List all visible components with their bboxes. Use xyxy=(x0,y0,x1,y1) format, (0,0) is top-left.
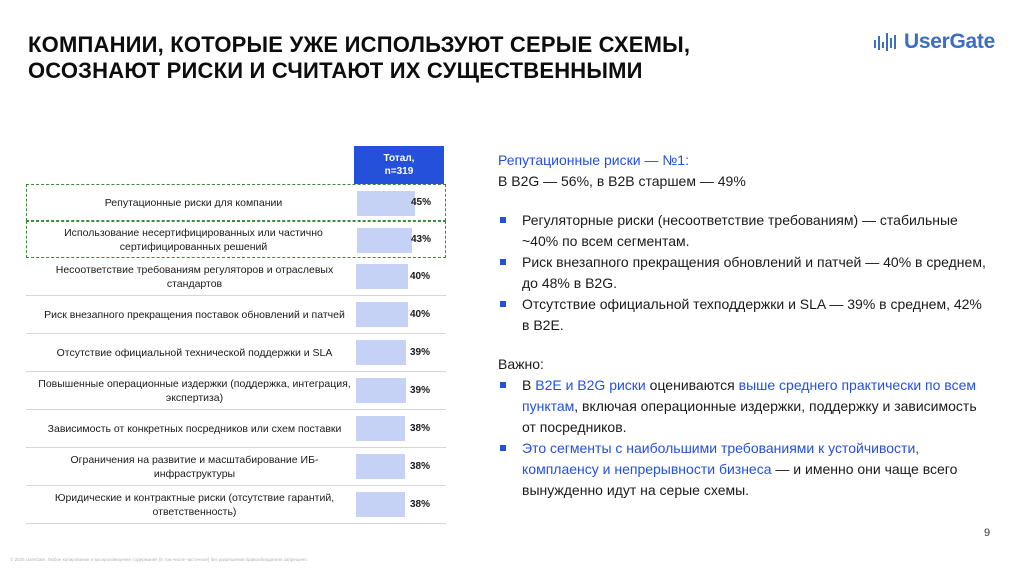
page-number: 9 xyxy=(984,527,991,539)
header-line-2: n=319 xyxy=(384,166,414,177)
insight-bullet-text: Отсутствие официальной техподдержки и SLA — 39% в среднем, 42% в B2E. xyxy=(522,296,982,333)
insight-heading-1: Репутационные риски — №1: xyxy=(498,152,689,168)
chart-row xyxy=(26,334,446,372)
chart-row xyxy=(26,448,446,486)
insight-bullet-text: Риск внезапного прекращения обновлений и патчей — 40% в среднем, до 48% в B2G. xyxy=(522,254,986,291)
category-label: Репутационные риски для компании xyxy=(104,196,283,209)
bar xyxy=(357,228,412,253)
category-label: Ограничения на развитие и масштабирование ИБ-инфраструктуры xyxy=(70,453,319,480)
category-label: Отсутствие официальной технической поддержки и SLA xyxy=(56,346,333,359)
value-label: 38% xyxy=(410,423,431,434)
important-highlight: выше среднего практически по всем пунктам xyxy=(522,377,976,414)
bar xyxy=(356,302,408,327)
category-label: Использование несертифицированных или частично сертифицированных решений xyxy=(64,226,323,253)
chart-row xyxy=(26,372,446,410)
important-bullet xyxy=(498,438,988,501)
insight-bullet xyxy=(498,294,988,336)
title-line-1: КОМПАНИИ, КОТОРЫЕ УЖЕ ИСПОЛЬЗУЮТ СЕРЫЕ СХЕМЫ, xyxy=(28,32,691,57)
chart-row xyxy=(26,486,446,524)
bullet-icon xyxy=(500,259,506,265)
bar xyxy=(357,191,415,216)
important-text: — и именно они чаще всего вынужденно идут на серые схемы. xyxy=(522,461,958,498)
important-text: В xyxy=(522,377,536,393)
chart-row xyxy=(26,258,446,296)
important-bullet xyxy=(498,375,988,438)
value-label: 45% xyxy=(411,197,432,208)
chart-row xyxy=(26,184,446,221)
page-title xyxy=(28,32,690,84)
important-text: , включая операционные издержки, поддержку и зависимость от посредников. xyxy=(522,398,977,435)
header-line-1: Тотал, xyxy=(383,153,415,164)
chart-column-header xyxy=(354,146,444,184)
insight-bullet xyxy=(498,252,988,294)
insights-panel xyxy=(498,150,988,501)
bar xyxy=(356,264,408,289)
bar xyxy=(356,378,406,403)
bar xyxy=(356,492,405,517)
usergate-logo xyxy=(874,30,995,54)
important-highlight: Это сегменты с наибольшими требованиями к устойчивости, комплаенсу и непрерывности бизнеса xyxy=(522,440,920,477)
bullet-icon xyxy=(500,301,506,307)
copyright-footer: © 2026 UserGate. Любое копирование и воспроизведение содержания (в том числе частичное) без разрешения правообладателя запрещено. xyxy=(10,557,309,562)
value-label: 40% xyxy=(410,271,431,282)
important-text: оцениваются xyxy=(645,377,739,393)
value-label: 43% xyxy=(411,234,432,245)
value-label: 39% xyxy=(410,347,431,358)
category-label: Юридические и контрактные риски (отсутствие гарантий, ответственность) xyxy=(54,491,335,518)
title-line-2: ОСОЗНАЮТ РИСКИ И СЧИТАЮТ ИХ СУЩЕСТВЕННЫМИ xyxy=(28,58,643,83)
bullet-icon xyxy=(500,445,506,451)
chart-row xyxy=(26,296,446,334)
important-highlight: B2E и B2G риски xyxy=(535,377,646,393)
bullet-icon xyxy=(500,217,506,223)
bar xyxy=(356,416,405,441)
chart-row xyxy=(26,410,446,448)
value-label: 40% xyxy=(410,309,431,320)
insight-heading-2: В B2G — 56%, в B2B старшем — 49% xyxy=(498,173,746,189)
risk-bar-chart xyxy=(26,184,446,524)
value-label: 38% xyxy=(410,461,431,472)
logo-text: UserGate xyxy=(904,30,995,53)
category-label: Повышенные операционные издержки (поддержка, интеграция, экспертиза) xyxy=(38,377,351,404)
value-label: 38% xyxy=(410,499,431,510)
value-label: 39% xyxy=(410,385,431,396)
category-label: Зависимость от конкретных посредников или схем поставки xyxy=(47,422,342,435)
bar xyxy=(356,454,405,479)
bar xyxy=(356,340,406,365)
chart-row xyxy=(26,221,446,258)
important-label: Важно: xyxy=(498,356,544,372)
insight-bullet-text: Регуляторные риски (несоответствие требованиям) — стабильные ~40% по всем сегментам. xyxy=(522,212,958,249)
signal-bars-icon xyxy=(874,31,900,53)
insight-bullet xyxy=(498,210,988,252)
category-label: Риск внезапного прекращения поставок обновлений и патчей xyxy=(44,308,345,321)
category-label: Несоответствие требованиям регуляторов и отраслевых стандартов xyxy=(55,263,334,290)
bullet-icon xyxy=(500,382,506,388)
